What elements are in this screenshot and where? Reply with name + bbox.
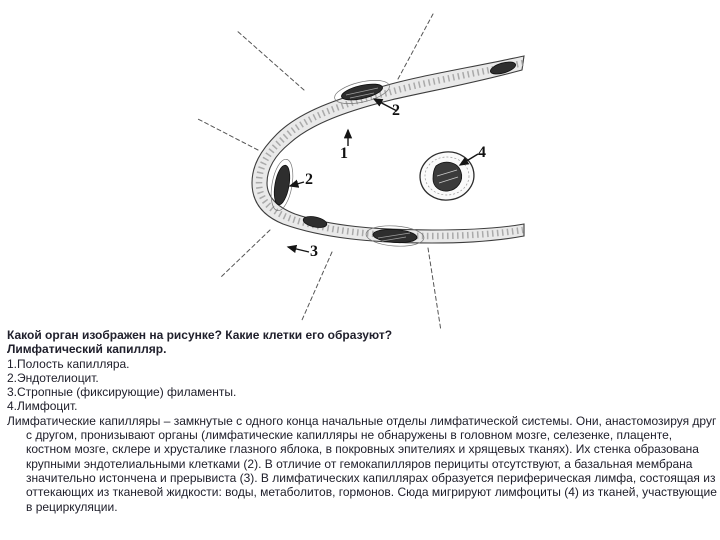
legend-item-lymphocyte: 4.Лимфоцит. xyxy=(7,399,78,414)
legend-item-endotheliocyte: 2.Эндотелиоцит. xyxy=(7,370,99,385)
answer-title: Лимфатический капилляр. xyxy=(7,342,167,357)
figure-label-filaments: 3 xyxy=(310,243,318,260)
figure-label-lymphocyte: 4 xyxy=(478,144,486,161)
legend-item-lumen: 1.Полость капилляра. xyxy=(7,356,130,371)
filament-lines xyxy=(196,14,441,330)
description-paragraph: Лимфатические капилляры – замкнутые с одного конца начальные отделы лимфатической системы. Они, анастомозируя друг с другом, пронизывают органы (лимфатические капилляры не обнаружены в головном мозге, селезенке, плаценте, костном мозге, склере и хрусталике глазного яблока, в покровных эпителиях и хрящевых тканях). Их стенка образована крупными эндотелиальными клетками (2). В отличие от гемокапилляров перициты отсутствуют, а базальная мембрана значительно истончена и прерывиста (3). В лимфатических капиллярах образуется периферическая лимфа, состоящая из оттекающих из тканевой жидкости: воды, метаболитов, гормонов. Сюда мигрируют лимфоциты (4) из тканей, участвующие в рециркуляции. xyxy=(7,413,717,514)
nuclei-hatching xyxy=(346,88,410,241)
figure-label-endotheliocyte-top: 2 xyxy=(392,102,400,119)
lymphocyte-cell xyxy=(417,148,477,203)
question-line: Какой орган изображен на рисунке? Какие клетки его образуют? xyxy=(7,328,393,342)
legend-item-filaments: 3.Стропные (фиксирующие) филаменты. xyxy=(7,385,237,400)
figure-label-lumen: 1 xyxy=(340,145,348,162)
text-block xyxy=(7,328,719,514)
figure-label-endotheliocyte-left: 2 xyxy=(305,171,313,188)
